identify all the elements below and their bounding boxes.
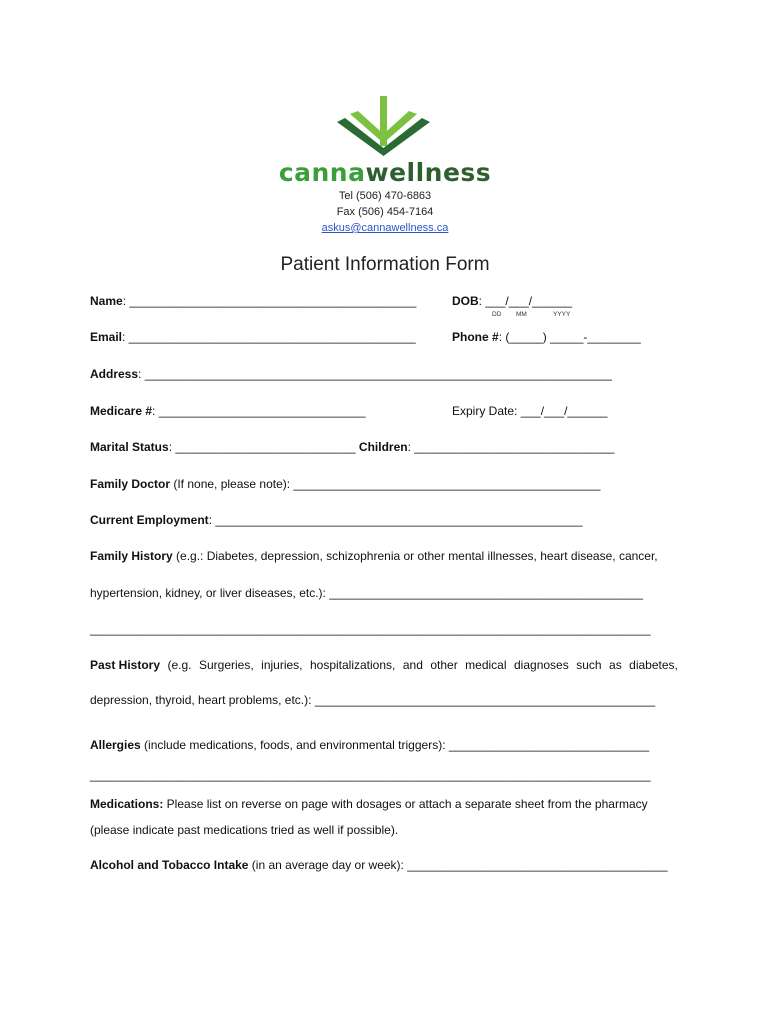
blank-line-2[interactable]: ____________________________________________________________________________________ bbox=[90, 768, 651, 782]
past-history-word: medical bbox=[465, 658, 507, 672]
marital-label: Marital Status bbox=[90, 440, 169, 454]
children-label: Children bbox=[358, 440, 408, 454]
past-history-word: diagnoses bbox=[514, 658, 569, 672]
brand-part1: canna bbox=[278, 158, 366, 187]
family-doctor-label: Family Doctor bbox=[90, 477, 171, 491]
dob-blank: : ___/___/______ bbox=[478, 294, 573, 308]
phone-label: Phone # bbox=[452, 330, 499, 344]
marital-blank: : ___________________________ bbox=[168, 440, 356, 454]
family-history-line2[interactable]: hypertension, kidney, or liver diseases, etc.): _______________________________________________ bbox=[90, 586, 643, 600]
past-history-word: Surgeries, bbox=[198, 658, 254, 672]
email-label: Email bbox=[90, 330, 123, 344]
employment-field[interactable] bbox=[90, 513, 582, 527]
past-history-word: as bbox=[609, 658, 622, 672]
medications-text: Please list on reverse on page with dosages or attach a separate sheet from the pharmacy bbox=[163, 797, 648, 811]
allergies-field[interactable] bbox=[90, 738, 649, 752]
medicare-label: Medicare # bbox=[90, 404, 153, 418]
contact-tel: Tel (506) 470-6863 bbox=[338, 190, 432, 202]
alcohol-tobacco-field[interactable] bbox=[90, 858, 668, 872]
name-field[interactable] bbox=[90, 294, 416, 308]
alcohol-tobacco-label: Alcohol and Tobacco Intake bbox=[90, 858, 249, 872]
family-history-field[interactable] bbox=[90, 549, 658, 563]
children-blank: : ______________________________ bbox=[407, 440, 615, 454]
address-field[interactable] bbox=[90, 367, 612, 381]
medicare-field[interactable] bbox=[90, 404, 366, 418]
allergies-text: (include medications, foods, and environmental triggers): ______________________________ bbox=[140, 738, 650, 752]
family-history-text: (e.g.: Diabetes, depression, schizophrenia or other mental illnesses, heart disease, cancer, bbox=[172, 549, 658, 563]
allergies-label: Allergies bbox=[90, 738, 141, 752]
address-label: Address bbox=[90, 367, 139, 381]
past-history-word: diabetes, bbox=[629, 658, 678, 672]
dob-yyyy-hint: YYYY bbox=[553, 311, 571, 318]
marital-children-line[interactable] bbox=[90, 440, 614, 454]
name-label: Name bbox=[90, 294, 123, 308]
address-blank: : ______________________________________________________________________ bbox=[138, 367, 612, 381]
past-history-field[interactable] bbox=[90, 658, 678, 672]
medications-line2: (please indicate past medications tried as well if possible). bbox=[90, 823, 399, 837]
dob-dd-hint: DD bbox=[492, 311, 502, 318]
contact-fax: Fax (506) 454-7164 bbox=[336, 206, 434, 218]
brand-part2: wellness bbox=[365, 158, 492, 187]
phone-field[interactable] bbox=[452, 330, 641, 344]
family-history-label: Family History bbox=[90, 549, 173, 563]
contact-email-line bbox=[285, 222, 485, 234]
dob-field[interactable] bbox=[452, 294, 572, 308]
brand-wordmark bbox=[270, 158, 500, 187]
medicare-blank: : _______________________________ bbox=[152, 404, 366, 418]
family-doctor-field[interactable] bbox=[90, 477, 600, 491]
past-history-word: other bbox=[430, 658, 458, 672]
dob-label: DOB bbox=[452, 294, 479, 308]
family-doctor-text: (If none, please note): ______________________________________________ bbox=[170, 477, 601, 491]
past-history-word: and bbox=[402, 658, 423, 672]
dob-mm-hint: MM bbox=[516, 311, 527, 318]
medications-label: Medications: bbox=[90, 797, 164, 811]
email-field[interactable] bbox=[90, 330, 416, 344]
past-history-word: (e.g. bbox=[167, 658, 192, 672]
phone-blank: : (_____) _____-________ bbox=[498, 330, 641, 344]
medications-note bbox=[90, 797, 648, 811]
employment-blank: : _______________________________________________________ bbox=[208, 513, 583, 527]
name-blank: : ___________________________________________ bbox=[122, 294, 417, 308]
form-title: Patient Information Form bbox=[280, 254, 490, 275]
cannawellness-logo-icon bbox=[335, 96, 435, 156]
past-history-label: Past History bbox=[90, 658, 161, 672]
past-history-word: such bbox=[576, 658, 602, 672]
employment-label: Current Employment bbox=[90, 513, 209, 527]
past-history-word: injuries, bbox=[261, 658, 303, 672]
expiry-date-field[interactable]: Expiry Date: ___/___/______ bbox=[452, 404, 608, 418]
blank-line-1[interactable]: ____________________________________________________________________________________ bbox=[90, 622, 651, 636]
past-history-line2[interactable]: depression, thyroid, heart problems, etc.): ___________________________________________________ bbox=[90, 693, 656, 707]
past-history-word: hospitalizations, bbox=[309, 658, 396, 672]
alcohol-tobacco-text: (in an average day or week): _______________________________________ bbox=[248, 858, 668, 872]
contact-email-link[interactable]: askus@cannawellness.ca bbox=[321, 222, 449, 234]
email-blank: : ___________________________________________ bbox=[122, 330, 416, 344]
